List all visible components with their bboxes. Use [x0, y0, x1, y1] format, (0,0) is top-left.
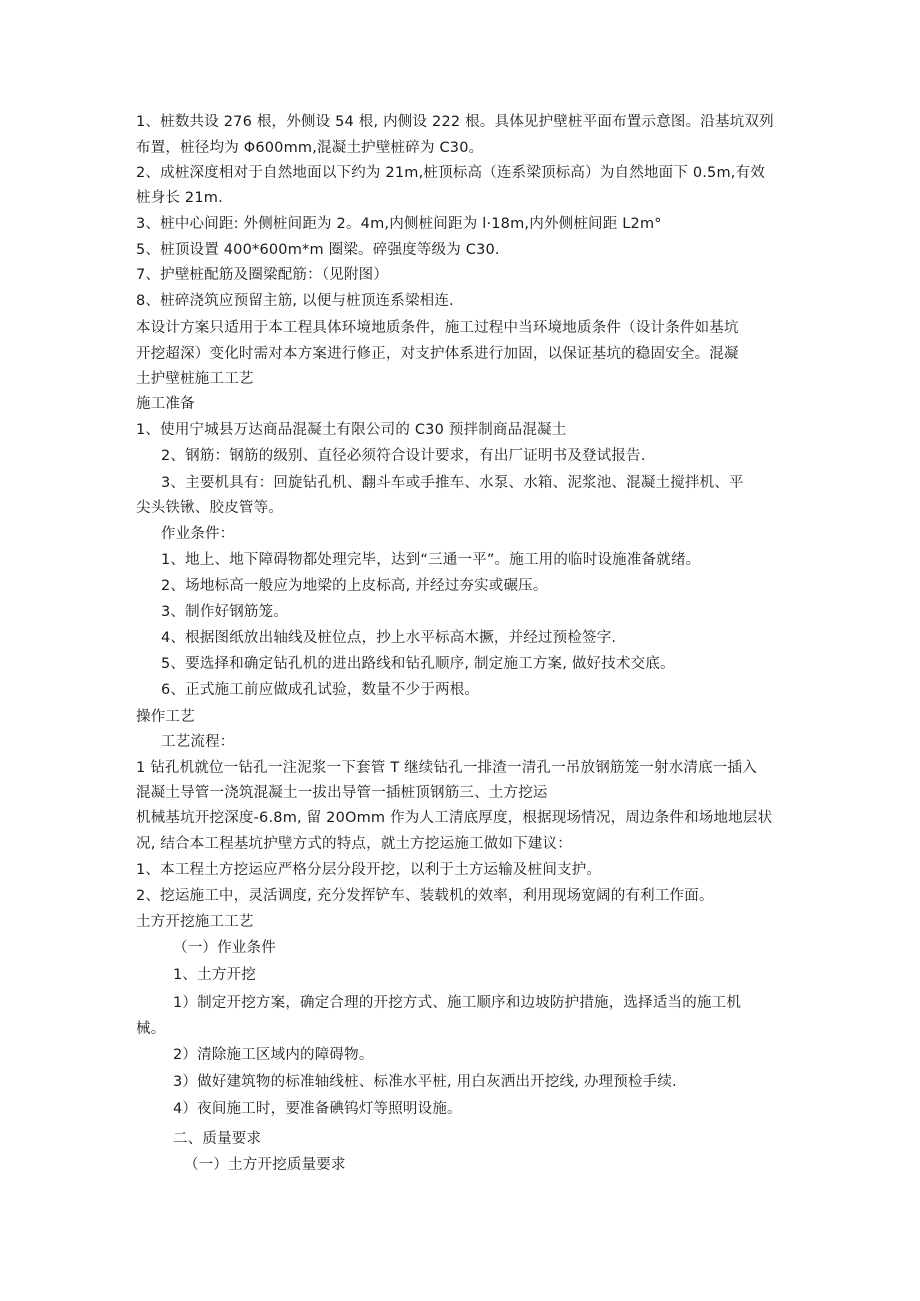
text-line: 3、主要机具有：回旋钻孔机、翻斗车或手推车、水泵、水箱、泥浆池、混凝土搅拌机、平: [161, 475, 744, 491]
text-line: 1、本工程土方挖运应严格分层分段开挖，以利于土方运输及桩间支护。: [136, 862, 602, 878]
text-line: 1、桩数共设 276 根，外侧设 54 根, 内侧设 222 根。具体见护壁桩平面布置示意图。沿基坑双列: [136, 114, 774, 130]
text-line: 7、护壁桩配筋及圈梁配筋：（见附图）: [136, 267, 389, 283]
text-line: 开挖超深）变化时需对本方案进行修正，对支护体系进行加固，以保证基坑的稳固安全。混凝: [136, 346, 739, 362]
text-line: 5、要选择和确定钻孔机的进出路线和钻孔顺序, 制定施工方案, 做好技术交底。: [161, 656, 675, 672]
text-line: 1、地上、地下障碍物都处理完毕，达到“三通一平”。施工用的临时设施准备就绪。: [161, 552, 701, 568]
text-line: 8、桩碎浇筑应预留主筋, 以便与桩顶连系梁相连.: [136, 293, 454, 309]
text-line: 4）夜间施工时，要准备碘钨灯等照明设施。: [173, 1101, 462, 1117]
text-line: 混凝土导管一浇筑混凝土一拔出导管一插桩顶钢筋三、土方挖运: [136, 785, 548, 801]
section-heading: 1、土方开挖: [173, 967, 256, 983]
text-line: 桩身长 21m.: [136, 190, 223, 206]
section-heading: 施工准备: [136, 396, 195, 412]
section-heading: 作业条件：: [161, 526, 235, 542]
text-line: 3）做好建筑物的标准轴线桩、标准水平桩, 用白灰洒出开挖线, 办理预检手续.: [173, 1074, 677, 1090]
text-line: 1）制定开挖方案，确定合理的开挖方式、施工顺序和边坡防护措施，选择适当的施工机: [173, 995, 742, 1011]
section-heading: 工艺流程：: [161, 734, 235, 750]
text-line: 土护壁桩施工工艺: [136, 371, 254, 387]
text-line: 布置，桩径均为 Φ600mm,混凝土护壁桩碎为 C30。: [136, 140, 484, 156]
text-line: 尖头铁锹、胶皮管等。: [136, 500, 283, 516]
text-line: 2）清除施工区域内的障碍物。: [173, 1047, 374, 1063]
text-line: 2、场地标高一般应为地梁的上皮标高, 并经过夯实或碾压。: [161, 578, 548, 594]
section-heading: 土方开挖施工工艺: [136, 914, 254, 930]
text-line: 2、钢筋：钢筋的级别、直径必须符合设计要求，有出厂证明书及登试报告.: [161, 448, 646, 464]
text-line: 6、正式施工前应做成孔试验，数量不少于两根。: [161, 682, 480, 698]
section-heading: （一）土方开挖质量要求: [184, 1157, 346, 1173]
text-line: 械。: [136, 1021, 166, 1037]
text-line: 5、桩顶设置 400*600m*m 圈梁。碎强度等级为 C30.: [136, 242, 500, 258]
text-line: 1 钻孔机就位一钻孔一注泥浆一下套管 T 继续钻孔一排渣一清孔一吊放钢筋笼一射水清底一插入: [136, 760, 757, 776]
text-line: 3、桩中心间距: 外侧桩间距为 2。4m,内侧桩间距为 l·18m,内外侧桩间距 L2m°: [136, 216, 662, 232]
section-heading: （一）作业条件: [173, 940, 276, 956]
text-line: 2、成桩深度相对于自然地面以下约为 21m,桩顶标高（连系梁顶标高）为自然地面下 0.5m,有效: [136, 165, 766, 181]
text-line: 机械基坑开挖深度-6.8m, 留 20Omm 作为人工清底厚度，根据现场情况，周边条件和场地地层状: [136, 810, 773, 826]
text-line: 本设计方案只适用于本工程具体环境地质条件，施工过程中当环境地质条件（设计条件如基坑: [136, 320, 739, 336]
text-line: 1、使用宁城县万达商品混凝土有限公司的 C30 预拌制商品混凝土: [136, 422, 567, 438]
text-line: 4、根据图纸放出轴线及桩位点，抄上水平标高木撅，并经过预检签字.: [161, 630, 617, 646]
section-heading: 操作工艺: [136, 709, 195, 725]
text-line: 况, 结合本工程基坑护壁方式的特点，就土方挖运施工做如下建议：: [136, 836, 572, 852]
section-heading: 二、质量要求: [173, 1131, 262, 1147]
text-line: 3、制作好钢筋笼。: [161, 604, 289, 620]
text-line: 2、挖运施工中，灵活调度, 充分发挥铲车、装载机的效率，利用现场宽阔的有利工作面。: [136, 888, 714, 904]
